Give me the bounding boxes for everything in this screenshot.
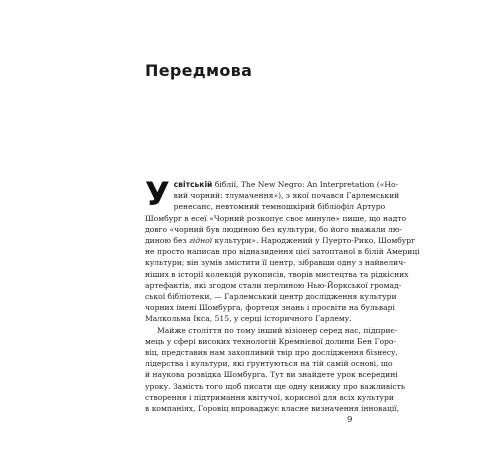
drop-cap: У — [145, 175, 170, 213]
page-number: 9 — [347, 415, 353, 425]
chapter-heading: Передмова — [145, 61, 253, 80]
body-text — [145, 175, 420, 414]
paragraph-1: У світській біблії, The New Negro: An Interpretation («Но- вий чорний: тлумачення»), з якої почався Гарлемський ренесанс, невтомний темношкірий бібліофіл Артуро Шомбург в есеї «Чорний розкопує своє минуле» пише, що надто довго «чорний був людиною без культури, бо його вважали лю- диною без гідної культури». Народжений у Пуерто-Рико, Шомбург не просто написав про відназидення цієї затоптаної в білій Америці культури; він зумів змістити її центр, зібравши одну з найвелич- ніших в історії колекцій рукописів, творів мистецтва та рідкісних артефактів, які згодом стали перлиною Нью-Йоркської громад- ської бібліотеки, — Гарлемський центр дослідження культури чорних імені Шомбурга, фортеця знань і просвіти на бульварі Малкольма Ікса, 515, у серці історичного Гарлему. — [145, 175, 420, 324]
lead-word: світській — [173, 180, 213, 189]
emphasis: гідної — [189, 236, 213, 246]
paragraph-2: Майже століття по тому інший візіонер серед нас, підприє- мець у сфері високих технологій Кремнієвої долини Бен Горо- віц, представив нам захопливий твір про дослідження бізнесу, лідерства і культури, які ґрунтуються на тій самій основі, що й наукова розвідка Шомбурга. Тут ви знайдете урок всередині уроку. Замість того щоб писати ще одну книжку про важливість створення і підтримання квітучої, корисної для всіх культури в компаніях, Горовіц впроваджує власне визначення інновації, — [145, 325, 405, 414]
